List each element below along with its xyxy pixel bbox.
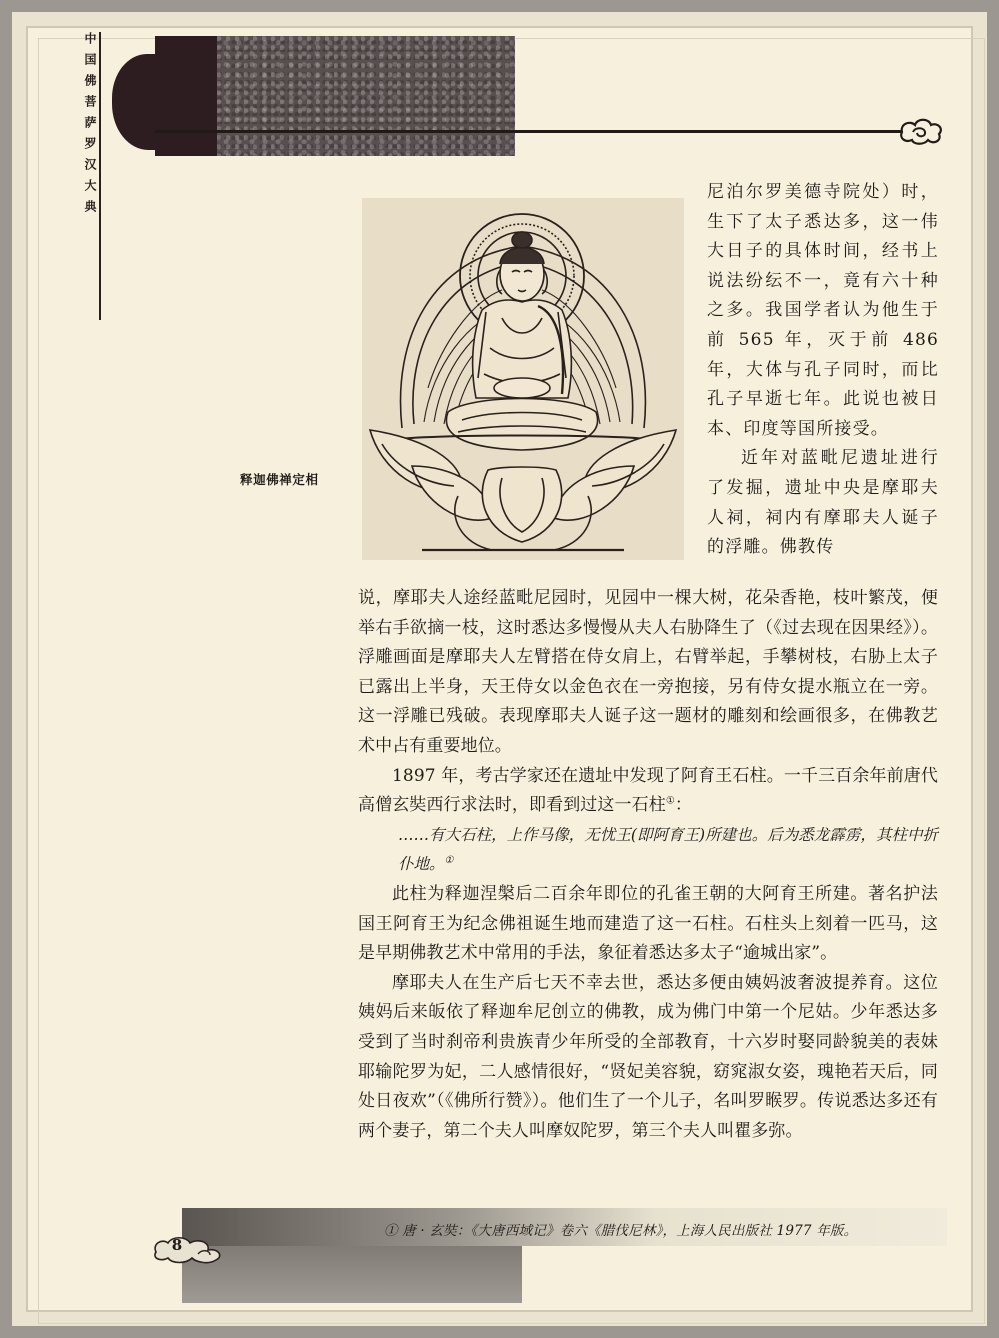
text-column-beside-figure	[707, 178, 939, 563]
footnote-mark[interactable]: ①	[665, 795, 675, 807]
meditating-buddha-icon	[362, 198, 684, 560]
quote-text: ……有大石柱，上作马像，无忧王(即阿育王)所建也。后为悉龙霹雳，其柱中折仆地。	[398, 825, 938, 874]
buddha-illustration	[362, 198, 684, 560]
header-rule	[155, 130, 905, 133]
series-title: 中国佛菩萨罗汉大典	[83, 32, 97, 221]
paragraph: 近年对蓝毗尼遗址进行了发掘，遗址中央是摩耶夫人祠，祠内有摩耶夫人诞子的浮雕。佛教传	[707, 448, 939, 558]
paragraph: 尼泊尔罗美德寺院处）时，生下了太子悉达多，这一伟大日子的具体时间，经书上说法纷纭不一，竟有六十种之多。我国学者认为他生于前 565 年，灭于前 486 年，大体与孔子同时，而比孔子早逝七年。此说也被日本、印度等国所接受。	[707, 182, 939, 439]
paragraph: 说，摩耶夫人途经蓝毗尼园时，见园中一棵大树，花朵香艳，枝叶繁茂，便举右手欲摘一枝，这时悉达多慢慢从夫人右胁降生了（《过去现在因果经》）。浮雕画面是摩耶夫人左臂搭在侍女肩上，右臂举起，手攀树枝，右胁上太子已露出上半身，天王侍女以金色衣在一旁抱接，另有侍女提水瓶立在一旁。这一浮雕已残破。表现摩耶夫人诞子这一题材的雕刻和绘画很多，在佛教艺术中占有重要地位。	[358, 588, 938, 756]
paragraph: 摩耶夫人在生产后七天不幸去世，悉达多便由姨妈波奢波提养育。这位姨妈后来皈依了释迦牟尼创立的佛教，成为佛门中第一个尼姑。少年悉达多受到了当时刹帝利贵族青少年所受的全部教育，十六岁时娶同龄貌美的表妹耶输陀罗为妃，二人感情很好，“贤妃美容貌，窈窕淑女姿，瑰艳若天后，同处日夜欢”（《佛所行赞》）。他们生了一个儿子，名叫罗睺罗。传说悉达多还有两个妻子，第二个夫人叫摩奴陀罗，第三个夫人叫瞿多弥。	[358, 972, 938, 1141]
paragraph: 此柱为释迦涅槃后二百余年即位的孔雀王朝的大阿育王所建。著名护法国王阿育王为纪念佛祖诞生地而建造了这一石柱。石柱头上刻着一匹马，这是早期佛教艺术中常用的手法，象征着悉达多太子“逾城出家”。	[358, 883, 938, 964]
header-texture-block	[217, 36, 515, 156]
footnote: ① 唐 · 玄奘：《大唐西域记》卷六《腊伐尼林》，上海人民出版社 1977 年版。	[384, 1223, 858, 1239]
paragraph-text: 1897 年，考古学家还在遗址中发现了阿育王石柱。一千三百余年前唐代高僧玄奘西行求法时，即看到过这一石柱	[358, 765, 938, 816]
paragraph	[358, 762, 938, 821]
header-dark-block	[155, 36, 217, 156]
paragraph-colon: ：	[674, 795, 692, 816]
series-title-rule	[99, 32, 101, 320]
cloud-ornament-icon	[898, 116, 944, 146]
page-number: 8	[171, 1236, 183, 1254]
main-text	[358, 584, 938, 1146]
figure-caption: 释迦佛禅定相	[240, 472, 319, 487]
block-quote	[358, 821, 938, 880]
footnote-mark[interactable]: ①	[444, 855, 454, 867]
